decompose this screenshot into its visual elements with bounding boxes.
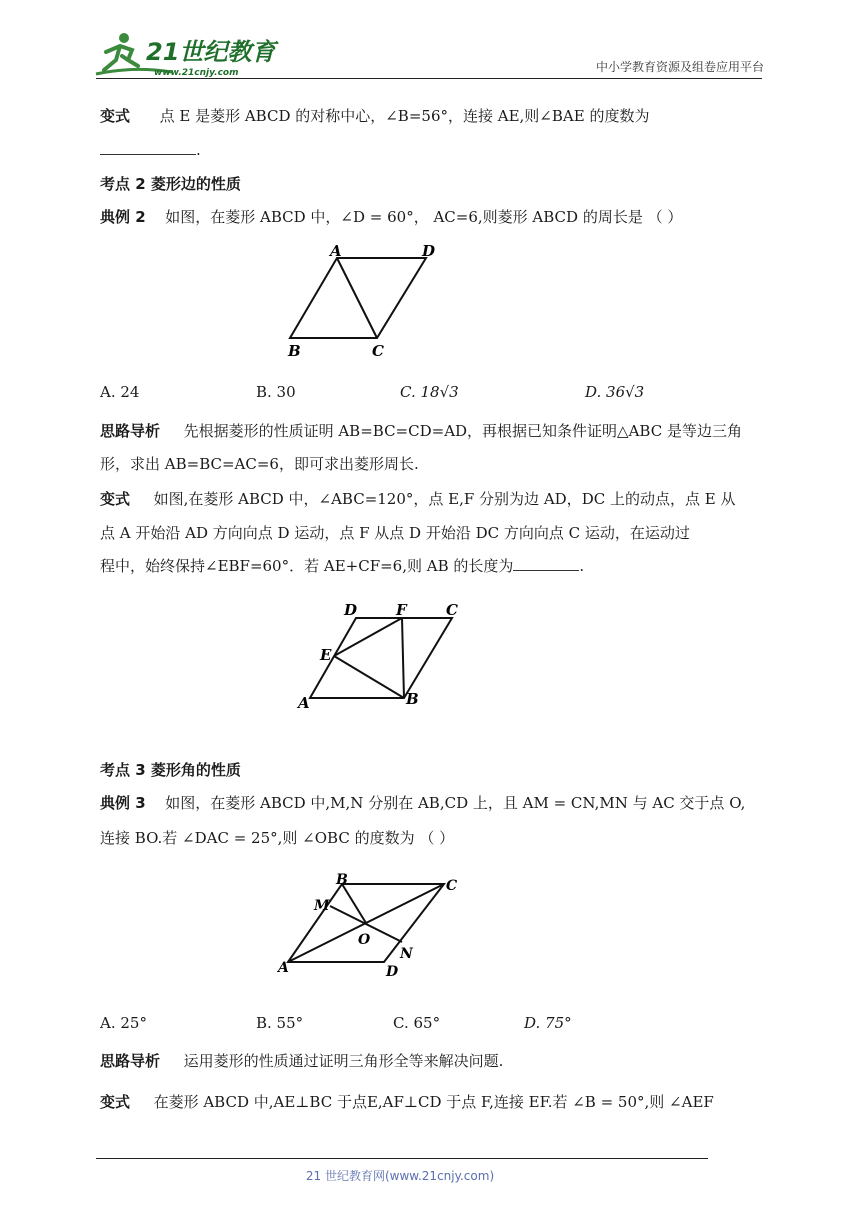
answer-blank [100,140,196,155]
option-b: B. 30 [256,383,296,401]
variant-2-line-1 [100,489,735,509]
variant-text: 点 E 是菱形 ABCD 的对称中心，∠B=56°，连接 AE,则∠BAE 的度数为 [159,107,650,125]
rhombus-figure-2 [292,598,470,716]
variant-text: 程中，始终保持∠EBF=60°．若 AE+CF=6,则 AB 的长度为 [100,557,514,575]
variant-1 [100,106,649,126]
example-2 [100,207,682,227]
variant-2-line-3 [100,556,584,576]
example-3-line-2: 连接 BO.若 ∠DAC = 25°,则 ∠OBC 的度数为 （ ） [100,829,455,847]
footer-text: 21 世纪教育网(www.21cnjy.com) [305,1169,495,1183]
section-title-3: 考点 3 菱形角的性质 [100,761,241,779]
example-3-line-1 [100,793,745,813]
variant-text: 在菱形 ABCD 中,AE⊥BC 于点E,AF⊥CD 于点 F,连接 EF.若 ∠B = 50°,则 ∠AEF [153,1093,714,1111]
fig2-label-a: A [298,694,310,712]
rhombus-figure-3 [276,870,472,982]
variant-label: 变式 [100,107,131,125]
analysis-label: 思路导析 [100,1052,161,1070]
fig2-label-c: C [446,601,458,619]
fig3-label-c: C [446,878,458,894]
tail-period: . [579,557,585,575]
example-label: 典例 3 [100,794,146,812]
fig1-label-d: D [422,242,436,260]
fig3-label-b: B [336,872,348,888]
rhombus-figure-1 [280,240,440,362]
fig3-label-a: A [278,960,289,976]
variant-1-blank [100,140,201,160]
footer-divider [96,1158,708,1159]
option-a: A. 24 [100,383,140,401]
logo-url: www.21cnjy.com [154,68,239,78]
analysis-3 [100,1051,503,1071]
fig2-label-d: D [344,601,358,619]
analysis-2-line-2: 形，求出 AB=BC=AC=6，即可求出菱形周长. [100,455,419,473]
option-d: D. 75° [524,1014,572,1032]
logo-text: 21世纪教育 [146,38,276,66]
fig3-label-m: M [314,898,330,914]
header-divider [96,78,762,79]
analysis-text: 先根据菱形的性质证明 AB=BC=CD=AD，再根据已知条件证明△ABC 是等边三角 [183,422,742,440]
example-text: 如图，在菱形 ABCD 中，∠D = 60°， AC=6,则菱形 ABCD 的周长是 （ ） [165,208,683,226]
example-label: 典例 2 [100,208,146,226]
fig2-label-b: B [406,690,419,708]
fig1-label-c: C [372,342,384,360]
fig2-label-e: E [320,646,332,664]
fig1-label-b: B [288,342,301,360]
variant-3 [100,1092,714,1112]
fig1-label-a: A [330,242,342,260]
variant-2-line-2: 点 A 开始沿 AD 方向向点 D 运动，点 F 从点 D 开始沿 DC 方向向点 C 运动，在运动过 [100,524,690,542]
fig3-label-o: O [358,932,371,948]
variant-text: 如图,在菱形 ABCD 中，∠ABC=120°，点 E,F 分别为边 AD，DC 上的动点，点 E 从 [153,490,736,508]
variant-label: 变式 [100,1093,131,1111]
example-text: 如图，在菱形 ABCD 中,M,N 分别在 AB,CD 上，且 AM = CN,MN 与 AC 交于点 O, [165,794,746,812]
runner-logo-icon [92,30,276,80]
variant-label: 变式 [100,490,131,508]
analysis-text: 运用菱形的性质通过证明三角形全等来解决问题. [183,1052,504,1070]
section-title-2: 考点 2 菱形边的性质 [100,175,241,193]
answer-blank [513,556,579,571]
fig3-label-d: D [386,964,399,980]
option-b: B. 55° [256,1014,304,1032]
site-logo [92,30,276,80]
fig3-label-n: N [400,946,413,962]
analysis-2-line-1 [100,421,742,441]
fig2-label-f: F [396,601,407,619]
analysis-label: 思路导析 [100,422,161,440]
option-a: A. 25° [100,1014,147,1032]
tail-period: . [196,141,201,159]
option-c: C. 18√3 [400,383,459,401]
option-c: C. 65° [393,1014,441,1032]
option-d: D. 36√3 [585,383,645,401]
header-right-text: 中小学教育资源及组卷应用平台 [596,60,765,74]
